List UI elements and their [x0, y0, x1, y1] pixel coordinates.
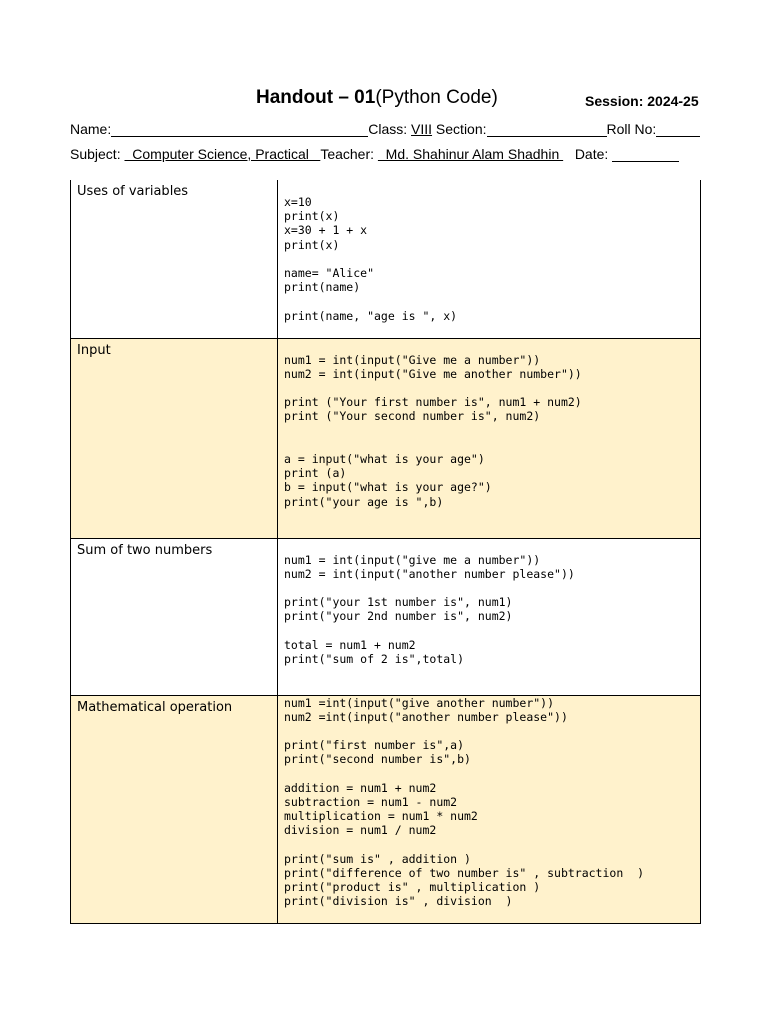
session-label: Session: 2024-25	[585, 93, 699, 109]
section-label-input: Input	[71, 338, 278, 538]
section-label-variables: Uses of variables	[71, 180, 278, 338]
teacher-label: Teacher:	[320, 146, 378, 162]
section-row-sum	[71, 538, 701, 695]
section-code-cell	[278, 338, 701, 538]
section-row-variables	[71, 180, 701, 338]
section-blank	[487, 121, 607, 137]
section-row-math	[71, 695, 701, 923]
section-code-cell	[278, 180, 701, 338]
date-blank	[612, 146, 679, 162]
section-code-cell	[278, 695, 701, 923]
name-blank	[111, 121, 368, 137]
roll-blank	[656, 121, 700, 137]
code-table	[70, 180, 701, 924]
section-label-math: Mathematical operation	[71, 695, 278, 923]
section-code-cell	[278, 538, 701, 695]
section-label-sum: Sum of two numbers	[71, 538, 278, 695]
subject-value: Computer Science, Practical	[124, 146, 321, 162]
handout-title	[256, 87, 498, 109]
handout-title-rest: (Python Code)	[375, 87, 498, 108]
section-row-input	[71, 338, 701, 538]
code-block-sum: num1 = int(input("give me a number")) num2 = int(input("another number please")) print("your 1st number is", num1) print("your 2nd number is", num2) total = num1 + num2 print("sum of 2 is",total)	[284, 552, 575, 666]
section-label: Section:	[432, 121, 487, 137]
name-label: Name:	[70, 121, 112, 137]
handout-title-bold: Handout – 01	[256, 87, 376, 108]
code-block-input: num1 = int(input("Give me a number")) num2 = int(input("Give me another number")) print ("Your first number is", num1 + num2) print ("Your second number is", num2) a = input("what is your age") print (a) b = input("what is your age?") print("your age is ",b)	[284, 352, 582, 509]
info-row-subject	[70, 146, 679, 162]
class-label: Class:	[368, 121, 412, 137]
code-block-variables: x=10 print(x) x=30 + 1 + x print(x) name= "Alice" print(name) print(name, "age is ", x)	[284, 195, 458, 323]
info-row-name	[70, 121, 700, 137]
date-label: Date:	[574, 146, 613, 162]
class-value: VIII	[411, 121, 433, 137]
roll-label: Roll No:	[606, 121, 657, 137]
code-block-math: num1 =int(input("give another number")) num2 =int(input("another number please")) print("first number is",a) print("second number is",b) addition = num1 + num2 subtraction = num1 - num2 multiplication = num1 * num2 division = num1 / num2 print("sum is" , addition ) print("difference of two number is" , subtraction ) print("product is" , multiplication ) print("division is" , division )	[284, 695, 645, 909]
teacher-value: Md. Shahinur Alam Shadhin	[377, 146, 564, 162]
subject-label: Subject:	[70, 146, 125, 162]
